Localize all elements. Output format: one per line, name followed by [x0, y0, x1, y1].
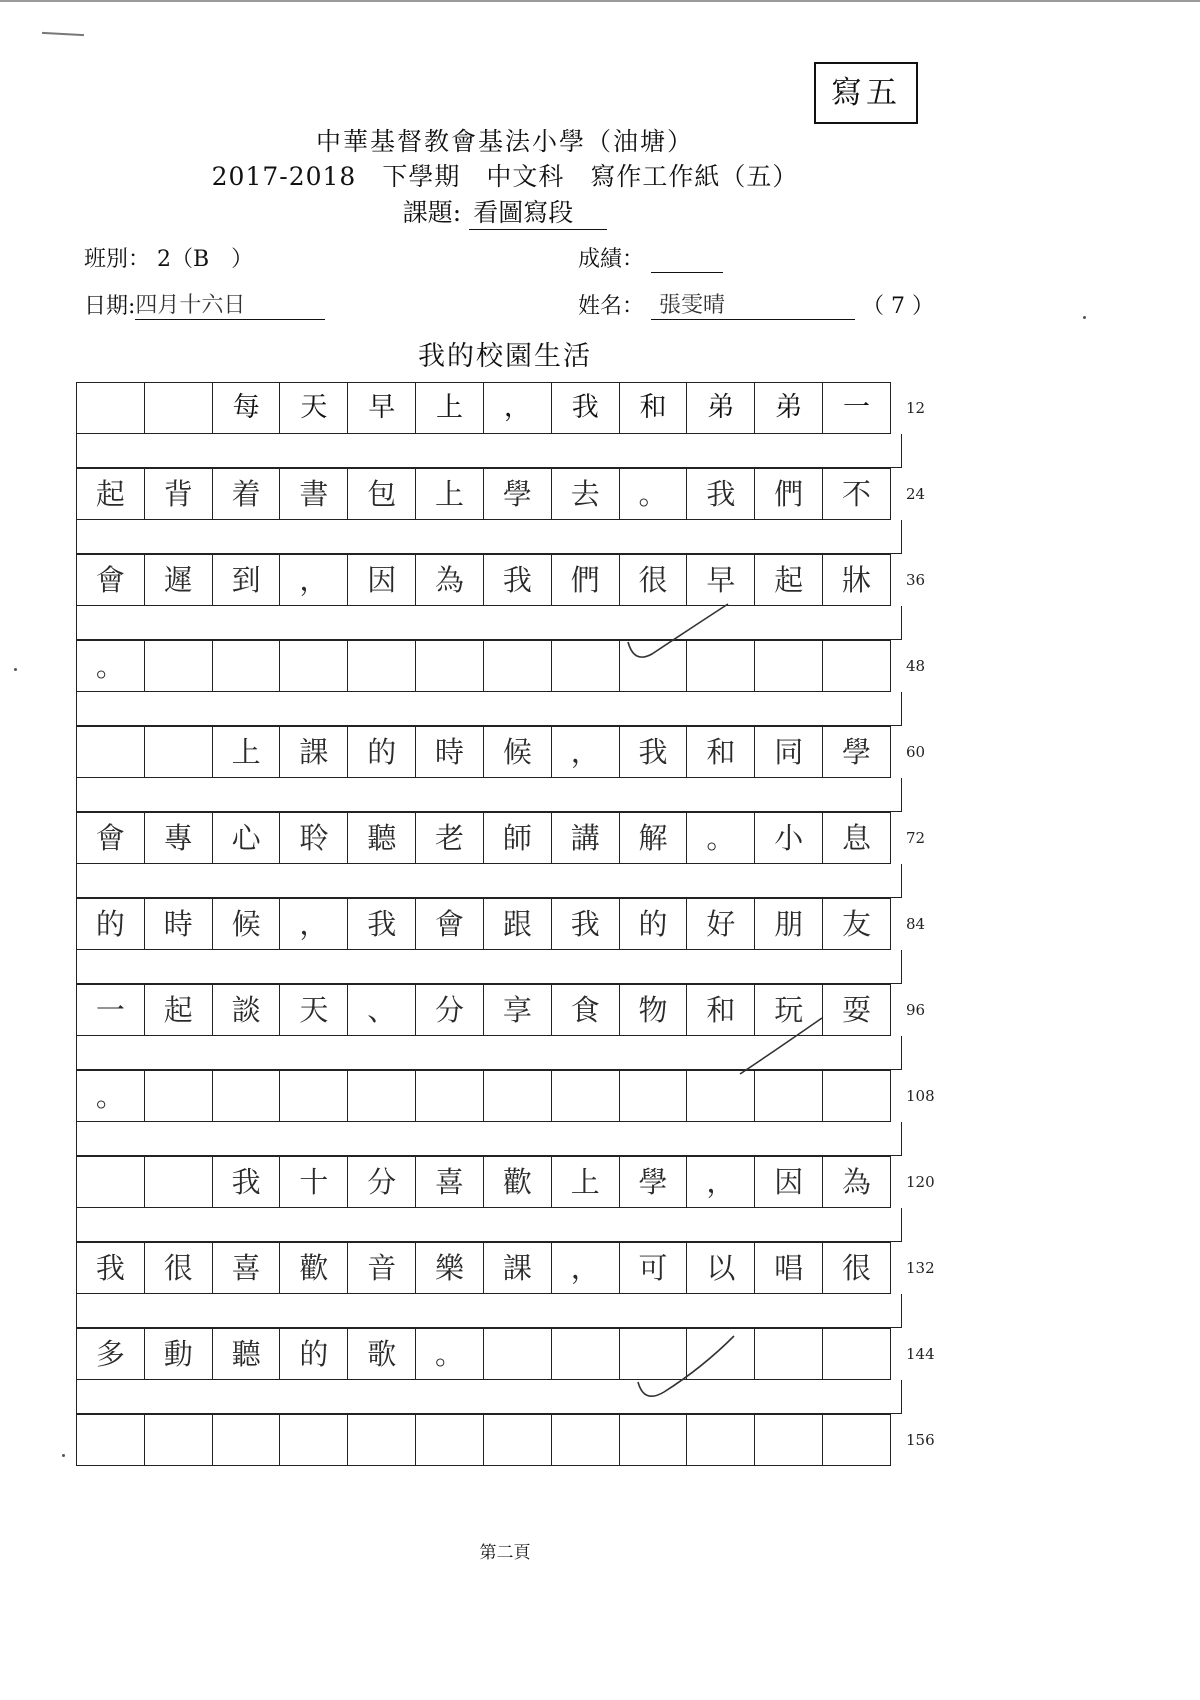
grid-cell: 很 — [144, 1242, 213, 1294]
grade-field — [578, 242, 723, 273]
scan-speck — [62, 1454, 65, 1457]
grid-cell: 聆 — [279, 812, 348, 864]
grid-spacer-strip — [76, 520, 902, 554]
grid-cell: 學 — [619, 1156, 688, 1208]
grid-cell — [415, 640, 484, 692]
grid-spacer-strip — [76, 1380, 902, 1414]
grid-row — [76, 468, 902, 520]
grid-cell: 解 — [619, 812, 688, 864]
grid-cell: 講 — [551, 812, 620, 864]
grid-cell: ， — [279, 554, 348, 606]
grid-cell — [754, 640, 823, 692]
grid-cell — [822, 1414, 891, 1466]
grid-row — [76, 1414, 902, 1466]
grid-cell — [483, 1070, 552, 1122]
character-count: 144 — [906, 1345, 935, 1363]
grid-spacer-strip — [76, 692, 902, 726]
grid-cell: 朋 — [754, 898, 823, 950]
grid-cell — [144, 1070, 213, 1122]
grid-cell: 上 — [415, 382, 484, 434]
grid-cell: 起 — [76, 468, 145, 520]
grid-cell — [822, 1070, 891, 1122]
grid-cell: 候 — [483, 726, 552, 778]
grid-cell: 聽 — [347, 812, 416, 864]
grid-cell: 友 — [822, 898, 891, 950]
grid-cell: 會 — [76, 554, 145, 606]
grid-cell: 談 — [212, 984, 281, 1036]
grid-cell: 早 — [686, 554, 755, 606]
grid-cell — [212, 1070, 281, 1122]
grid-cell — [212, 1414, 281, 1466]
class-field — [84, 242, 253, 273]
grid-row — [76, 554, 902, 606]
grid-cell: 為 — [822, 1156, 891, 1208]
grid-cell — [76, 382, 145, 434]
grid-cell: 。 — [619, 468, 688, 520]
grid-cell: 動 — [144, 1328, 213, 1380]
grid-cell: ， — [686, 1156, 755, 1208]
grid-cell: 弟 — [754, 382, 823, 434]
name-field — [578, 288, 934, 320]
grid-cell: 聽 — [212, 1328, 281, 1380]
grid-cell: 一 — [76, 984, 145, 1036]
grid-cell: 樂 — [415, 1242, 484, 1294]
grid-cell: 一 — [822, 382, 891, 434]
grid-cell: 的 — [347, 726, 416, 778]
grid-cell: 專 — [144, 812, 213, 864]
scan-speck — [14, 668, 17, 671]
grid-cell — [483, 1328, 552, 1380]
grid-cell: 學 — [822, 726, 891, 778]
grid-cell: 我 — [686, 468, 755, 520]
grid-cell: 分 — [415, 984, 484, 1036]
grid-cell: 起 — [144, 984, 213, 1036]
term-subject-line: 2017-2018 下學期 中文科 寫作工作紙（五） — [211, 162, 799, 191]
grid-cell: 我 — [347, 898, 416, 950]
grid-cell — [279, 1414, 348, 1466]
character-count: 120 — [906, 1173, 935, 1191]
grid-cell: 和 — [686, 726, 755, 778]
grid-cell: 我 — [619, 726, 688, 778]
grid-cell: 上 — [415, 468, 484, 520]
grid-cell: 的 — [76, 898, 145, 950]
grid-cell: 唱 — [754, 1242, 823, 1294]
grid-spacer-strip — [76, 950, 902, 984]
grid-cell: 學 — [483, 468, 552, 520]
grid-cell: 會 — [415, 898, 484, 950]
grid-cell: 歌 — [347, 1328, 416, 1380]
grid-cell: 。 — [76, 640, 145, 692]
grid-cell — [76, 726, 145, 778]
grid-cell: 為 — [415, 554, 484, 606]
class-value: 2（B ） — [157, 247, 254, 272]
date-label: 日期: — [84, 294, 136, 319]
grid-cell — [415, 1070, 484, 1122]
grid-cell — [686, 1414, 755, 1466]
grid-cell — [347, 1070, 416, 1122]
grid-cell: 因 — [347, 554, 416, 606]
writing-grid — [76, 382, 902, 1498]
grid-cell: 息 — [822, 812, 891, 864]
essay-title: 我的校園生活 — [418, 341, 592, 372]
grid-cell — [144, 1414, 213, 1466]
topic-line — [0, 193, 1010, 230]
grid-cell: 喜 — [415, 1156, 484, 1208]
grid-cell: 的 — [619, 898, 688, 950]
grid-cell: 玩 — [754, 984, 823, 1036]
grid-cell: 課 — [483, 1242, 552, 1294]
scan-speck — [1083, 316, 1086, 319]
grid-cell: 的 — [279, 1328, 348, 1380]
grid-cell — [76, 1414, 145, 1466]
grid-cell — [144, 726, 213, 778]
grid-cell: 音 — [347, 1242, 416, 1294]
grid-cell: 物 — [619, 984, 688, 1036]
grid-row — [76, 812, 902, 864]
grid-cell — [754, 1328, 823, 1380]
grid-cell: 很 — [822, 1242, 891, 1294]
student-number: （ 7 ） — [862, 294, 934, 319]
grid-cell: 、 — [347, 984, 416, 1036]
grid-cell: 遲 — [144, 554, 213, 606]
grid-cell — [551, 1328, 620, 1380]
grid-cell: 天 — [279, 984, 348, 1036]
grid-cell — [347, 1414, 416, 1466]
grid-cell: 天 — [279, 382, 348, 434]
grid-cell: 歡 — [483, 1156, 552, 1208]
grid-cell: ， — [483, 382, 552, 434]
grid-cell — [483, 640, 552, 692]
character-count: 108 — [906, 1087, 935, 1105]
grid-cell: 們 — [551, 554, 620, 606]
school-name: 中華基督教會基法小學（油塘） — [315, 127, 694, 156]
name-value: 張雯晴 — [651, 288, 855, 320]
grid-spacer-strip — [76, 864, 902, 898]
grid-cell: 很 — [619, 554, 688, 606]
grid-cell: 因 — [754, 1156, 823, 1208]
grid-spacer-strip — [76, 1294, 902, 1328]
grid-cell: 每 — [212, 382, 281, 434]
grid-cell: 我 — [551, 898, 620, 950]
grid-cell: 小 — [754, 812, 823, 864]
class-label: 班別： — [84, 247, 151, 272]
grid-cell — [144, 382, 213, 434]
grid-cell: 耍 — [822, 984, 891, 1036]
character-count: 132 — [906, 1259, 935, 1277]
grid-cell — [551, 640, 620, 692]
grid-cell: 起 — [754, 554, 823, 606]
grid-cell: 食 — [551, 984, 620, 1036]
grid-cell — [754, 1414, 823, 1466]
grid-cell: ， — [279, 898, 348, 950]
grid-cell: 背 — [144, 468, 213, 520]
grid-cell: 弟 — [686, 382, 755, 434]
character-count: 84 — [906, 915, 926, 933]
grid-cell: ， — [551, 726, 620, 778]
grid-cell — [212, 640, 281, 692]
grid-cell: 和 — [619, 382, 688, 434]
character-count: 72 — [906, 829, 926, 847]
character-count: 60 — [906, 743, 926, 761]
grid-cell: 我 — [551, 382, 620, 434]
grid-row — [76, 726, 902, 778]
grid-cell: 師 — [483, 812, 552, 864]
grid-cell — [619, 1070, 688, 1122]
grid-cell: 。 — [686, 812, 755, 864]
grid-cell: 到 — [212, 554, 281, 606]
grid-cell — [483, 1414, 552, 1466]
grid-row — [76, 898, 902, 950]
grid-cell: 。 — [415, 1328, 484, 1380]
check-mark — [736, 1014, 826, 1078]
grid-cell: 包 — [347, 468, 416, 520]
character-count: 48 — [906, 657, 926, 675]
topic-label: 課題: — [402, 198, 462, 227]
grid-cell: ， — [551, 1242, 620, 1294]
grid-cell: 十 — [279, 1156, 348, 1208]
grid-cell: 。 — [76, 1070, 145, 1122]
grid-cell: 書 — [279, 468, 348, 520]
grid-cell: 不 — [822, 468, 891, 520]
grid-cell: 我 — [76, 1242, 145, 1294]
grid-spacer-strip — [76, 1122, 902, 1156]
check-mark — [624, 598, 734, 664]
grid-cell: 課 — [279, 726, 348, 778]
grid-cell: 我 — [212, 1156, 281, 1208]
grid-cell: 我 — [483, 554, 552, 606]
grid-cell — [279, 640, 348, 692]
grid-cell — [279, 1070, 348, 1122]
grid-cell: 可 — [619, 1242, 688, 1294]
grid-cell: 們 — [754, 468, 823, 520]
grid-spacer-strip — [76, 778, 902, 812]
grid-cell — [415, 1414, 484, 1466]
grade-value — [651, 250, 723, 273]
grid-cell — [76, 1156, 145, 1208]
grid-cell: 時 — [415, 726, 484, 778]
grid-cell: 喜 — [212, 1242, 281, 1294]
grid-cell: 歡 — [279, 1242, 348, 1294]
character-count: 24 — [906, 485, 926, 503]
grid-cell: 牀 — [822, 554, 891, 606]
grid-cell — [619, 1414, 688, 1466]
grid-cell: 和 — [686, 984, 755, 1036]
topic-value: 看圖寫段 — [469, 193, 607, 230]
character-count: 36 — [906, 571, 926, 589]
grid-cell: 以 — [686, 1242, 755, 1294]
date-field — [84, 288, 325, 320]
grid-cell: 同 — [754, 726, 823, 778]
stray-pen-mark — [42, 32, 84, 36]
scan-edge-line — [0, 0, 1200, 2]
grid-cell: 去 — [551, 468, 620, 520]
grid-spacer-strip — [76, 434, 902, 468]
grid-cell: 分 — [347, 1156, 416, 1208]
grid-cell: 上 — [212, 726, 281, 778]
page-number: 第二頁 — [479, 1543, 531, 1563]
grid-spacer-strip — [76, 1208, 902, 1242]
grid-cell — [822, 640, 891, 692]
grid-spacer-strip — [76, 606, 902, 640]
grid-cell: 好 — [686, 898, 755, 950]
grid-cell: 老 — [415, 812, 484, 864]
grid-cell: 享 — [483, 984, 552, 1036]
grid-cell: 多 — [76, 1328, 145, 1380]
grid-row — [76, 1328, 902, 1380]
grid-cell: 心 — [212, 812, 281, 864]
grid-cell: 着 — [212, 468, 281, 520]
grid-cell: 上 — [551, 1156, 620, 1208]
character-count: 96 — [906, 1001, 926, 1019]
date-value: 四月十六日 — [135, 288, 325, 320]
grid-cell: 會 — [76, 812, 145, 864]
worksheet-number-box: 寫五 — [814, 62, 918, 124]
grid-cell — [347, 640, 416, 692]
grade-label: 成績： — [578, 247, 645, 272]
name-label: 姓名： — [578, 294, 645, 319]
grid-cell: 時 — [144, 898, 213, 950]
grid-cell — [822, 1328, 891, 1380]
grid-cell: 早 — [347, 382, 416, 434]
character-count: 156 — [906, 1431, 935, 1449]
grid-row — [76, 1242, 902, 1294]
grid-cell — [144, 640, 213, 692]
grid-row — [76, 382, 902, 434]
grid-row — [76, 1156, 902, 1208]
grid-row — [76, 640, 902, 692]
grid-cell: 跟 — [483, 898, 552, 950]
grid-cell — [551, 1070, 620, 1122]
check-mark — [634, 1330, 738, 1402]
character-count: 12 — [906, 399, 926, 417]
grid-cell — [144, 1156, 213, 1208]
grid-cell: 候 — [212, 898, 281, 950]
grid-cell — [551, 1414, 620, 1466]
